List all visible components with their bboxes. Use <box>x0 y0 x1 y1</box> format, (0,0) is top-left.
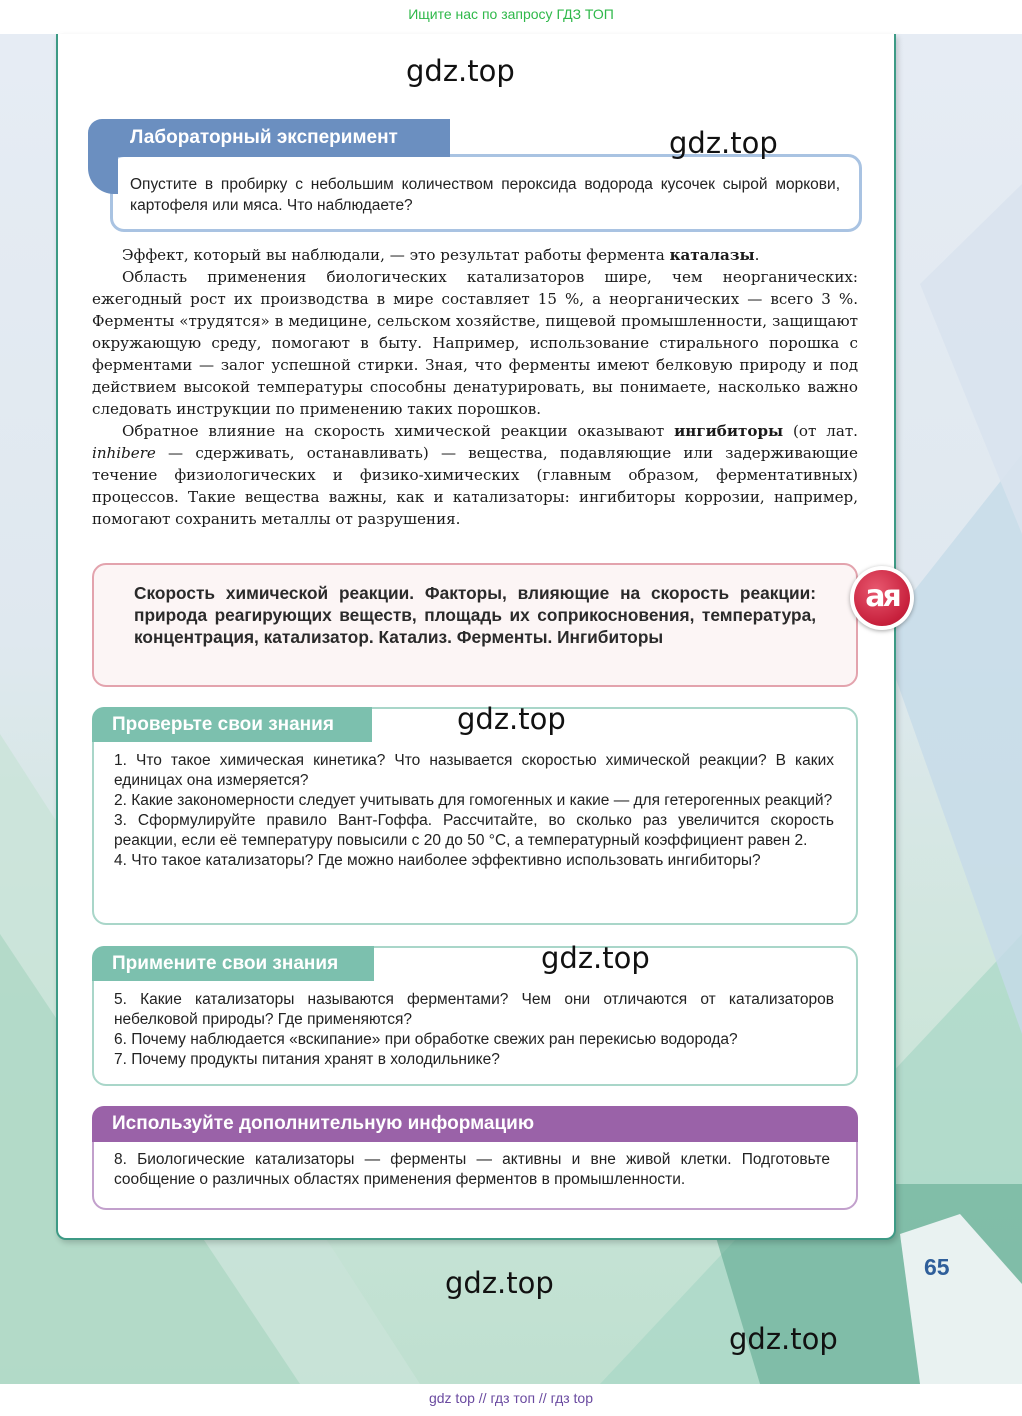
lab-experiment-title: Лабораторный эксперимент <box>88 119 450 157</box>
apply-knowledge-list <box>114 990 834 1070</box>
question-item: 3. Сформулируйте правило Вант-Гоффа. Рассчитайте, во сколько раз увеличится скорость реакции, если её температуру повысили с 20 до 50 °С, а температурный коэффициент равен 2. <box>114 812 834 849</box>
paragraph: Область применения биологических катализаторов шире, чем неорганических: ежегодный рост их производства в мире составляет 15 %, а неорганических — всего 3 %. Ферменты «трудятся» в медицине, сельском хозяйстве, пищевой промышленности, защищают окружающую среду, помогают в быту. Например, использование стирального порошка с ферментами — залог успешной стирки. Зная, что ферменты имеют белковую природу и под действием высокой температуры способны денатурировать, вы понимаете, насколько важно следовать инструкции по применению таких порошков. <box>92 268 858 418</box>
question-item: 7. Почему продукты питания хранят в холодильнике? <box>114 1051 500 1068</box>
watermark: gdz.top <box>729 1322 838 1356</box>
watermark: gdz.top <box>445 1266 554 1300</box>
question-item: 8. Биологические катализаторы — ферменты — активны и вне живой клетки. Подготовьте сообщение о различных областях применения ферментов в промышленности. <box>114 1151 830 1188</box>
watermark: gdz.top <box>457 702 566 736</box>
apply-knowledge-title: Примените свои знания <box>92 946 374 981</box>
question-item: 4. Что такое катализаторы? Где можно наиболее эффективно использовать ингибиторы? <box>114 852 761 869</box>
top-note: Ищите нас по запросу ГДЗ ТОП <box>408 6 614 22</box>
extra-info-list <box>114 1150 830 1190</box>
watermark: gdz.top <box>669 126 778 160</box>
paragraph: Эффект, который вы наблюдали, — это результат работы фермента каталазы. <box>122 246 760 264</box>
dictionary-icon <box>850 566 914 630</box>
latin-word: inhibere <box>92 444 156 462</box>
extra-info-title: Используйте дополнительную информацию <box>92 1106 858 1142</box>
term-inhibitors: ингибиторы <box>674 422 784 440</box>
lab-experiment-text: Опустите в пробирку с небольшим количеством пероксида водорода кусочек сырой моркови, картофеля или мяса. Что наблюдаете? <box>130 176 840 214</box>
question-item: 2. Какие закономерности следует учитывать для гомогенных и какие — для гетерогенных реакций? <box>114 792 833 809</box>
key-terms-text: Скорость химической реакции. Факторы, влияющие на скорость реакции: природа реагирующих веществ, площадь их соприкосновения, температура, концентрация, катализатор. Катализ. Ферменты. Ингибиторы <box>134 583 816 647</box>
question-item: 6. Почему наблюдается «вскипание» при обработке свежих ран перекисью водорода? <box>114 1031 738 1048</box>
paragraph: Обратное влияние на скорость химической реакции оказывают ингибиторы (от лат. inhibere — сдерживать, останавливать) — вещества, подавляющие или задерживающие течение физиологических и физико-химических (главным образом, ферментативных) процессов. Такие вещества важны, как и катализаторы: ингибиторы коррозии, например, помогают сохранить металлы от разрушения. <box>92 422 858 528</box>
question-item: 1. Что такое химическая кинетика? Что называется скоростью химической реакции? В каких единицах она измеряется? <box>114 752 834 789</box>
check-knowledge-title: Проверьте свои знания <box>92 707 372 742</box>
term-catalase: каталазы <box>669 246 755 264</box>
check-knowledge-list <box>114 751 834 871</box>
main-text <box>92 244 858 530</box>
watermark: gdz.top <box>541 941 650 975</box>
watermark: gdz.top <box>406 54 515 88</box>
footer-text: gdz top // гдз топ // гдз top <box>428 1390 594 1406</box>
page-number: 65 <box>924 1254 950 1280</box>
dictionary-badge-label: ая <box>854 570 910 626</box>
question-item: 5. Какие катализаторы называются ферментами? Чем они отличаются от катализаторов небелковой природы? Где применяются? <box>114 991 834 1028</box>
